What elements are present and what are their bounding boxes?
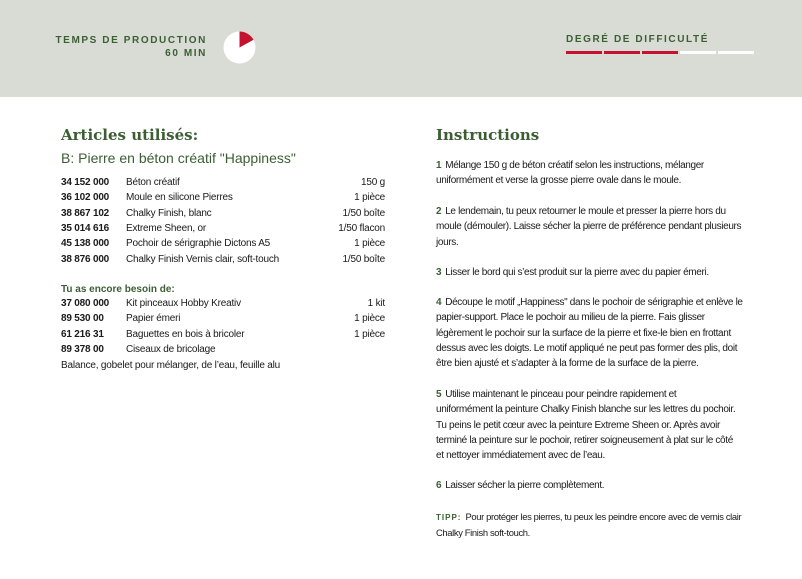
list-item xyxy=(61,254,385,269)
step-line xyxy=(436,448,776,463)
difficulty-meter xyxy=(566,51,754,54)
item-code: 35 014 616 xyxy=(61,222,110,234)
instruction-step xyxy=(436,158,776,189)
step-number: 6 xyxy=(436,480,442,491)
instruction-step xyxy=(436,265,776,280)
step-line xyxy=(436,356,776,371)
item-name: Béton créatif xyxy=(126,177,180,188)
step-number: 5 xyxy=(436,389,442,400)
production-time-label: TEMPS DE PRODUCTION xyxy=(55,35,207,46)
list-item xyxy=(61,313,385,328)
item-name: Chalky Finish Vernis clair, soft-touch xyxy=(126,253,280,265)
step-line xyxy=(436,204,776,219)
step-text: Lisser le bord qui s’est produit sur la pierre avec du papier émeri. xyxy=(445,267,709,278)
step-line xyxy=(436,219,776,234)
production-time-value: 60 MIN xyxy=(165,48,207,59)
step-text: papier-support. Place le pochoir au milieu de la pierre. Fais glisser xyxy=(436,312,705,324)
item-name: Pochoir de sérigraphie Dictons A5 xyxy=(126,238,271,250)
item-name: Baguettes en bois à bricoler xyxy=(126,328,245,340)
list-item xyxy=(61,298,385,313)
step-text: Laisser sécher la pierre complètement. xyxy=(445,480,605,491)
difficulty-segment xyxy=(642,51,678,54)
step-text: jours. xyxy=(436,236,459,248)
step-line xyxy=(436,418,776,433)
difficulty-segment xyxy=(680,51,716,54)
item-code: 38 876 000 xyxy=(61,253,110,265)
item-name: Moule en silicone Pierres xyxy=(126,192,233,204)
item-quantity: 1 pièce xyxy=(354,328,385,340)
tip-line xyxy=(436,509,776,525)
step-number: 2 xyxy=(436,206,442,217)
list-item xyxy=(61,223,385,238)
step-line xyxy=(436,295,776,310)
tip-text: Pour protéger les pierres, tu peux les peindre encore avec de vernis clair xyxy=(465,511,742,522)
step-number: 4 xyxy=(436,297,442,308)
step-line xyxy=(436,433,776,448)
difficulty-segment xyxy=(604,51,640,54)
difficulty-segment xyxy=(718,51,754,54)
list-item xyxy=(61,344,385,359)
item-code: 34 152 000 xyxy=(61,177,110,188)
step-text: terminé la peinture sur le pochoir, retirer soigneusement à plat sur le côté xyxy=(436,434,733,446)
list-item xyxy=(61,177,385,192)
step-text: Découpe le motif „Happiness" dans le pochoir de sérigraphie et enlève le xyxy=(445,297,743,308)
list-item xyxy=(61,192,385,207)
instruction-step xyxy=(436,387,776,463)
clock-pie-icon xyxy=(223,31,256,64)
articles-title: Articles utilisés: xyxy=(61,126,199,144)
list-item xyxy=(61,208,385,223)
articles-subtitle: B: Pierre en béton créatif "Happiness" xyxy=(61,150,296,166)
step-line xyxy=(436,341,776,356)
item-quantity: 1/50 boîte xyxy=(342,253,385,265)
tip xyxy=(436,509,776,541)
step-text: être bien ajusté et s’adapter à la forme de la surface de la pierre. xyxy=(436,358,699,370)
step-line xyxy=(436,478,776,493)
item-name: Papier émeri xyxy=(126,313,181,325)
item-code: 38 867 102 xyxy=(61,207,110,219)
item-code: 89 530 00 xyxy=(61,313,104,325)
step-line xyxy=(436,387,776,402)
item-name: Chalky Finish, blanc xyxy=(126,207,212,219)
item-quantity: 1 pièce xyxy=(354,313,385,325)
step-line xyxy=(436,310,776,325)
header-band xyxy=(0,0,802,97)
list-item xyxy=(61,329,385,344)
step-text: uniformément la peinture Chalky Finish blanche sur les lettres du pochoir. xyxy=(436,404,736,416)
step-text: légèrement le pochoir sur la surface de la pierre et fixe-le bien en frottant xyxy=(436,327,731,339)
step-line xyxy=(436,265,776,280)
item-code: 36 102 000 xyxy=(61,192,110,204)
step-line xyxy=(436,402,776,417)
item-code: 61 216 31 xyxy=(61,328,104,340)
extra-materials: Balance, gobelet pour mélanger, de l’eau, feuille alu xyxy=(61,360,281,371)
item-name: Ciseaux de bricolage xyxy=(126,343,216,355)
tip-label: TIPP: xyxy=(436,513,462,522)
need-title: Tu as encore besoin de: xyxy=(61,284,175,295)
step-line xyxy=(436,173,776,188)
item-quantity: 1 pièce xyxy=(354,238,385,250)
step-number: 1 xyxy=(436,160,442,171)
step-text: dessus avec les doigts. Le motif appliqué ne peut pas former des plis, doit xyxy=(436,342,738,354)
difficulty-segment xyxy=(566,51,602,54)
instruction-step xyxy=(436,478,776,493)
item-name: Kit pinceaux Hobby Kreativ xyxy=(126,298,241,309)
step-text: Tu peins le petit cœur avec la peinture Extreme Sheen or. Après avoir xyxy=(436,419,720,431)
list-item xyxy=(61,238,385,253)
tip-line xyxy=(436,525,776,540)
item-quantity: 1/50 flacon xyxy=(338,222,385,234)
item-quantity: 1 pièce xyxy=(354,192,385,204)
instructions-title: Instructions xyxy=(436,126,540,144)
step-text: Mélange 150 g de béton créatif selon les instructions, mélanger xyxy=(445,160,704,171)
step-text: Utilise maintenant le pinceau pour peindre rapidement et xyxy=(445,389,677,400)
tip-text: Chalky Finish soft-touch. xyxy=(436,527,530,539)
item-quantity: 1 kit xyxy=(367,298,385,309)
instruction-step xyxy=(436,204,776,250)
step-line xyxy=(436,326,776,341)
item-code: 89 378 00 xyxy=(61,343,104,355)
step-text: moule (démouler). Laisse sécher la pierre de préférence pendant plusieurs xyxy=(436,221,742,233)
item-name: Extreme Sheen, or xyxy=(126,222,206,234)
step-number: 3 xyxy=(436,267,442,278)
item-code: 37 080 000 xyxy=(61,298,110,309)
item-code: 45 138 000 xyxy=(61,238,110,250)
step-text: et nettoyer immédiatement avec de l’eau. xyxy=(436,450,605,462)
step-text: Le lendemain, tu peux retourner le moule et presser la pierre hors du xyxy=(445,206,726,217)
step-line xyxy=(436,235,776,250)
step-text: uniformément et verse la grosse pierre ovale dans le moule. xyxy=(436,175,682,187)
step-line xyxy=(436,158,776,173)
difficulty-label: DEGRÉ DE DIFFICULTÉ xyxy=(566,34,709,45)
instruction-step xyxy=(436,295,776,371)
item-quantity: 150 g xyxy=(360,177,385,188)
item-quantity: 1/50 boîte xyxy=(342,207,385,219)
